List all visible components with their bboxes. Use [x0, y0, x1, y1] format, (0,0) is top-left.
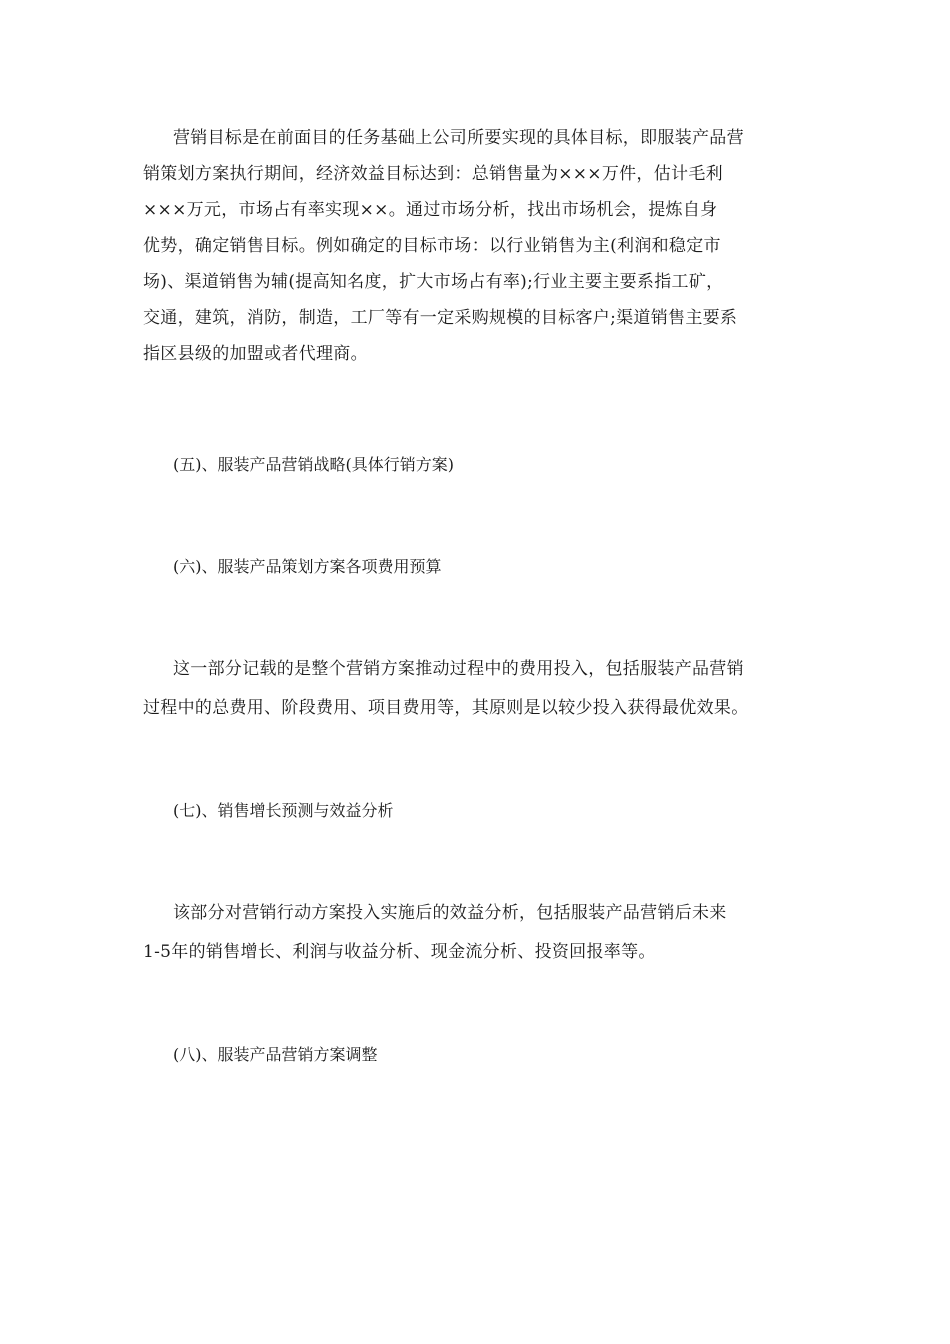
paragraph-1-line-7: 指区县级的加盟或者代理商。 [143, 344, 368, 364]
paragraph-3-line-1: 该部分对营销行动方案投入实施后的效益分析，包括服装产品营销后未来 [173, 903, 727, 923]
paragraph-1-line-4: 优势，确定销售目标。例如确定的目标市场：以行业销售为主(利润和稳定市 [143, 236, 721, 256]
section-heading-5: (五)、服装产品营销战略(具体行销方案) [173, 455, 454, 474]
section-heading-6: (六)、服装产品策划方案各项费用预算 [173, 557, 442, 576]
paragraph-1-line-5: 场)、渠道销售为辅(提高知名度，扩大市场占有率);行业主要主要系指工矿， [143, 272, 724, 292]
paragraph-3-line-2: 1-5年的销售增长、利润与收益分析、现金流分析、投资回报率等。 [143, 942, 656, 962]
section-heading-8: (八)、服装产品营销方案调整 [173, 1045, 378, 1064]
paragraph-1-line-1: 营销目标是在前面目的任务基础上公司所要实现的具体目标，即服装产品营 [173, 128, 744, 148]
section-heading-7: (七)、销售增长预测与效益分析 [173, 801, 394, 820]
paragraph-1-line-3: ×××万元，市场占有率实现××。通过市场分析，找出市场机会，提炼自身 [143, 200, 718, 220]
paragraph-2-line-2: 过程中的总费用、阶段费用、项目费用等，其原则是以较少投入获得最优效果。 [143, 698, 749, 718]
paragraph-1-line-6: 交通，建筑，消防，制造，工厂等有一定采购规模的目标客户;渠道销售主要系 [143, 308, 738, 328]
paragraph-1-line-2: 销策划方案执行期间，经济效益目标达到：总销售量为×××万件，估计毛利 [143, 164, 723, 184]
paragraph-2-line-1: 这一部分记载的是整个营销方案推动过程中的费用投入，包括服装产品营销 [173, 659, 744, 679]
